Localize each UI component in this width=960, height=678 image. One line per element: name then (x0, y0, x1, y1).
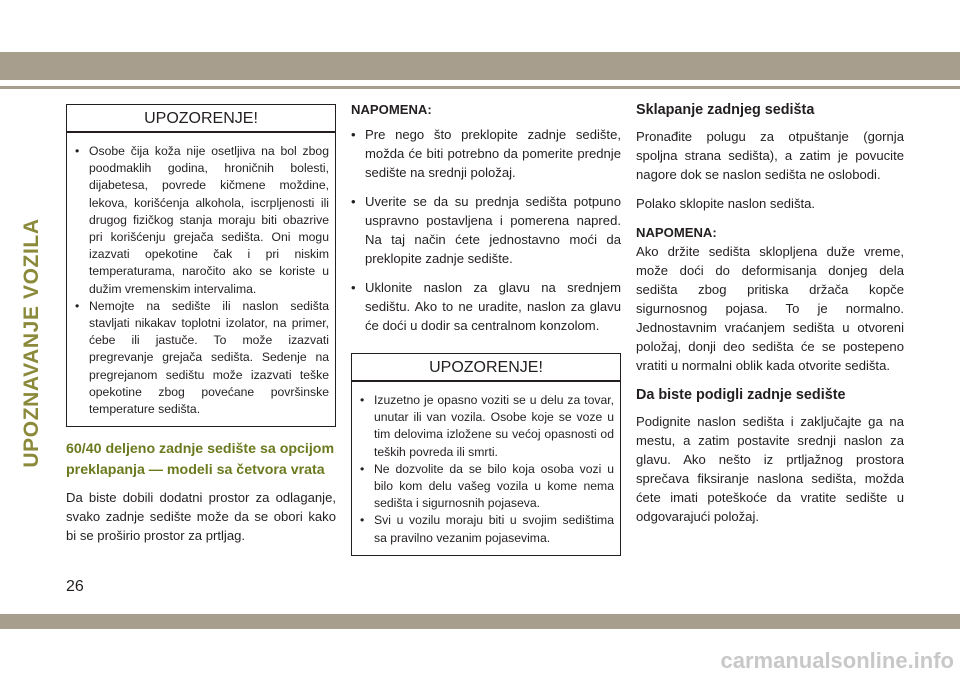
warning-box-heated-seats (66, 104, 336, 427)
paragraph: Da biste dobili dodatni prostor za odlaganje, svako zadnje sedište može da se obori kako bi se proširio prostor za prtljag. (66, 490, 336, 544)
warning-list (352, 384, 620, 555)
warning-item: • Svi u vozilu moraju biti u svojim sedištima sa pravilno vezanim pojasevima. (360, 512, 614, 546)
note-label: NAPOMENA: (351, 102, 432, 117)
note-list (351, 125, 621, 335)
warning-title: UPOZORENJE! (352, 354, 620, 382)
note-item: • Uverite se da su prednja sedišta potpuno uspravno postavljena i pomerena napred. Na taj način ćete jednostavno moći da preklopite zadnje sedište. (351, 192, 621, 268)
warning-title: UPOZORENJE! (67, 105, 335, 133)
note-label: NAPOMENA: (636, 225, 717, 240)
column-left (66, 104, 336, 555)
warning-item: • Ne dozvolite da se bilo koja osoba vozi u bilo kom delu vašeg vozila u kome nema sedišta i sigurnosnih pojaseva. (360, 461, 614, 513)
section-heading-raising: Da biste podigli zadnje sedište (636, 387, 846, 403)
note-text: Ako držite sedišta sklopljena duže vreme, može doći do deformisanja donjeg dela sedišta zbog pritiska držača kopče sigurnosnog pojasa. To je normalno. Jednostavnim vraćanjem sedišta u otvoreni položaj, donji deo sedišta će se postepeno vratiti u normalni oblik kada otvorite sedišta. (636, 244, 904, 373)
note-item: • Uklonite naslon za glavu na srednjem sedištu. Ako to ne uradite, naslon za glavu će doći u dodir sa centralnom konzolom. (351, 278, 621, 335)
section-heading-folding: Sklapanje zadnjeg sedišta (636, 102, 815, 118)
note-item: • Pre nego što preklopite zadnje sedište, možda će biti potrebno da pomerite prednje sedište na srednji položaj. (351, 125, 621, 182)
paragraph: Polako sklopite naslon sedišta. (636, 196, 816, 211)
column-middle (351, 100, 621, 556)
warning-item: • Nemojte na sedište ili naslon sedišta stavljati nikakav toplotni izolator, na primer, ćebe ili jastuče. To može izazvati pregrevanje grejača sedišta. Sedenje na pregrejanom sedištu može izazvati teške opekotine zbog povećane površinske temperature sedišta. (75, 298, 329, 418)
warning-box-cargo-area (351, 353, 621, 556)
watermark: carmanualsonline.info (720, 648, 954, 673)
footer-band (0, 614, 960, 629)
side-section-title: UPOZNAVANJE VOZILA (20, 218, 43, 468)
warning-item: • Izuzetno je opasno voziti se u delu za tovar, unutar ili van vozila. Osobe koje se voze u tim delovima izložene su većoj opasnosti od teških povreda ili smrti. (360, 392, 614, 461)
header-rule (0, 86, 960, 89)
column-right (636, 100, 904, 536)
paragraph: Podignite naslon sedišta i zaključajte ga na mestu, a zatim postavite srednji naslon za glavu. Ako nešto iz prtljažnog prostora sprečava fiksiranje naslona sedišta, možda ćete imati poteškoće da vratite sedište u odgovarajući položaj. (636, 414, 904, 524)
page-number: 26 (66, 578, 84, 595)
header-band (0, 52, 960, 80)
warning-list (67, 135, 335, 426)
section-heading-split-seat: 60/40 deljeno zadnje sedište sa opcijom preklapanja — modeli sa četvora vrata (66, 441, 335, 479)
paragraph: Pronađite polugu za otpuštanje (gornja spoljna strana sedišta), a zatim je povucite nagore dok se naslon sedišta ne oslobodi. (636, 129, 904, 182)
warning-item: • Osobe čija koža nije osetljiva na bol zbog poodmaklih godina, hroničnih bolesti, dijabetesa, povrede kičmene moždine, lekova, korišćenja alkohola, iscrpljenosti ili drugog fizičkog stanja moraju biti obazrive pri korišćenju grejača sedišta. Oni mogu izazvati opekotine čak i pri niskim temperaturama, naročito ako se koriste u dužim vremenskim intervalima. (75, 143, 329, 298)
